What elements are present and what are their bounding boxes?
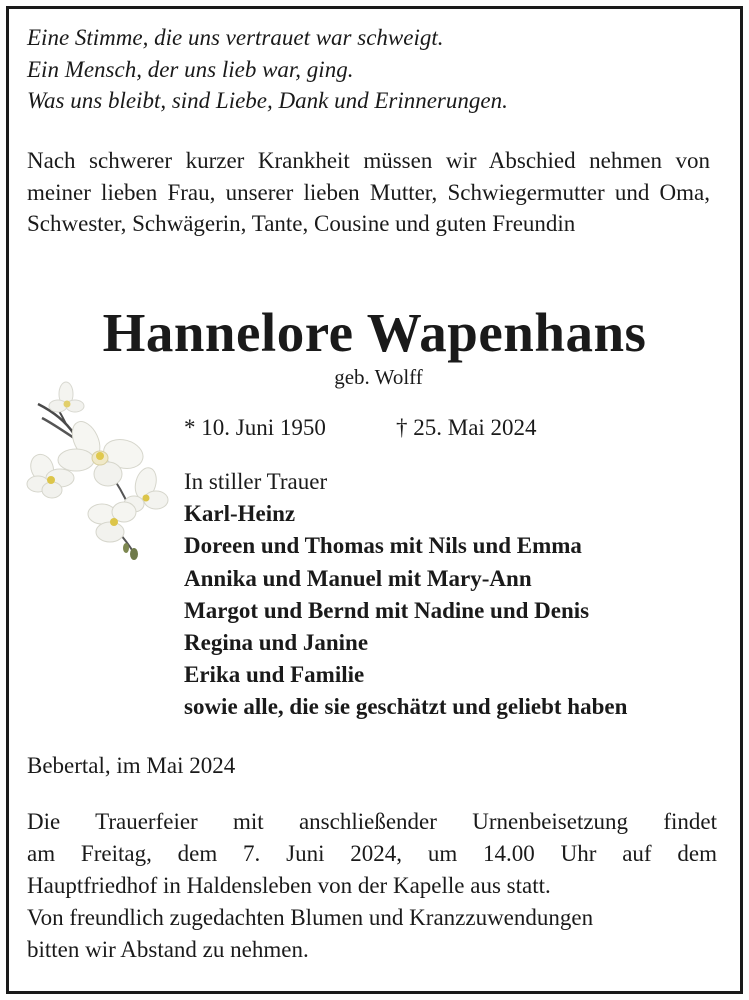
- memorial-poem: [27, 22, 508, 117]
- white-orchid-icon: [14, 372, 174, 567]
- mourner-name: Karl-Heinz: [184, 501, 296, 527]
- funeral-notice: [27, 806, 717, 966]
- place-and-date: Bebertal, im Mai 2024: [27, 753, 236, 778]
- mourner-name: Erika und Familie: [184, 662, 365, 688]
- funeral-line: am Freitag, dem 7. Juni 2024, um 14.00 Uhr auf dem: [27, 841, 717, 866]
- funeral-line: bitten wir Abstand zu nehmen.: [27, 937, 309, 962]
- poem-line: Was uns bleibt, sind Liebe, Dank und Erinnerungen.: [27, 88, 508, 113]
- funeral-line: Hauptfriedhof in Haldensleben von der Kapelle aus statt.: [27, 873, 551, 898]
- birth-date: * 10. Juni 1950: [184, 415, 326, 440]
- funeral-line: Die Trauerfeier mit anschließender Urnenbeisetzung findet: [27, 809, 717, 834]
- mourner-name: Regina und Janine: [184, 630, 369, 656]
- life-dates: [184, 412, 537, 443]
- funeral-line: Von freundlich zugedachten Blumen und Kranzzuwendungen: [27, 905, 594, 930]
- mourner-name: Annika und Manuel mit Mary-Ann: [184, 565, 532, 591]
- mourner-name: Doreen und Thomas mit Nils und Emma: [184, 533, 582, 559]
- death-date: † 25. Mai 2024: [396, 415, 537, 440]
- poem-line: Ein Mensch, der uns lieb war, ging.: [27, 56, 354, 82]
- mourner-name: sowie alle, die sie geschätzt und geliebt haben: [184, 694, 628, 720]
- mourner-name: Margot und Bernd mit Nadine und Denis: [184, 597, 590, 623]
- intro-text: Nach schwerer kurzer Krankheit müssen wir Abschied nehmen von meiner lieben Frau, unserer lieben Mutter, Schwiegermutter und Oma, Schwester, Schwägerin, Tante, Cousine und guten Freundin: [27, 148, 710, 236]
- mourning-phrase: In stiller Trauer: [184, 469, 328, 494]
- deceased-name: Hannelore Wapenhans: [102, 302, 647, 363]
- poem-line: Eine Stimme, die uns vertrauet war schweigt.: [27, 25, 444, 50]
- mourners-list: [184, 466, 627, 724]
- maiden-name: geb. Wolff: [334, 365, 423, 389]
